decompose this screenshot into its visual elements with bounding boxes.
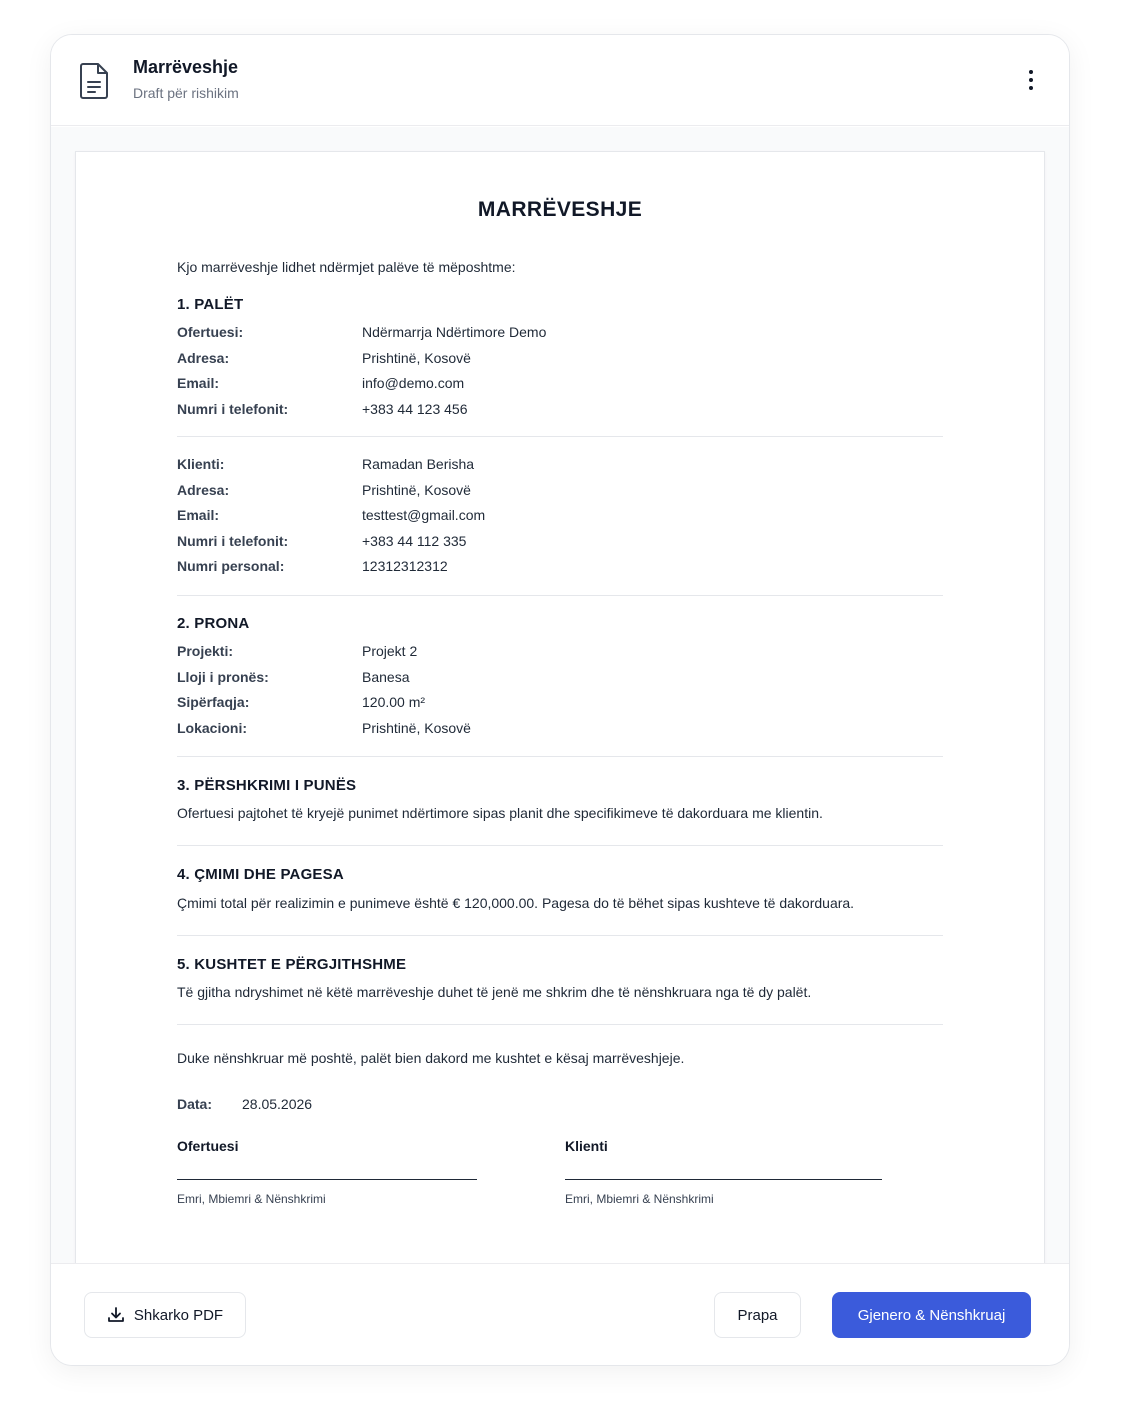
document-icon [80,61,110,99]
field-value: Projekt 2 [362,643,418,659]
field-label: Numri i telefonit: [177,533,289,549]
divider [177,595,943,596]
field-label: Klienti: [177,456,225,472]
divider [177,935,943,936]
closing-statement: Duke nënshkruar më poshtë, palët bien dakord me kushtet e kësaj marrëveshjeje. [177,1050,685,1066]
divider [177,436,943,437]
field-label: Projekti: [177,643,234,659]
generate-sign-button[interactable]: Gjenero & Nënshkruaj [832,1292,1031,1338]
field-label: Numri personal: [177,558,285,574]
property-project-row [177,643,943,663]
offeror-email-row [177,375,943,395]
section-heading-property: 2. PRONA [177,615,250,632]
more-vertical-icon[interactable] [1019,65,1043,95]
divider [177,845,943,846]
date-label: Data: [177,1096,213,1112]
client-phone-row [177,533,943,553]
field-label: Lokacioni: [177,720,248,736]
section-heading-parties: 1. PALËT [177,296,244,313]
date-value: 28.05.2026 [242,1096,313,1112]
property-type-row [177,669,943,689]
field-label: Ofertuesi: [177,324,244,340]
field-value: testtest@gmail.com [362,507,486,523]
back-button[interactable]: Prapa [714,1292,801,1338]
field-value: Prishtinë, Kosovë [362,482,471,498]
document-page [75,151,1045,1311]
field-value: Prishtinë, Kosovë [362,720,471,736]
offeror-signature-line [177,1179,477,1180]
divider [177,756,943,757]
offeror-signature-label: Ofertuesi [177,1138,239,1154]
document-intro: Kjo marrëveshje lidhet ndërmjet palëve të mëposhtme: [177,259,516,275]
field-label: Lloji i pronës: [177,669,269,685]
field-value: Banesa [362,669,410,685]
divider [177,1024,943,1025]
field-value: 12312312312 [362,558,448,574]
client-signature-note: Emri, Mbiemri & Nënshkrimi [565,1192,714,1206]
offeror-address-row [177,350,943,370]
section-heading-price-payment: 4. ÇMIMI DHE PAGESA [177,866,344,883]
section-text: Çmimi total për realizimin e punimeve është € 120,000.00. Pagesa do të bëhet sipas kushteve të dakorduara. [177,895,855,911]
offeror-phone-row [177,401,943,421]
field-label: Numri i telefonit: [177,401,289,417]
client-signature-label: Klienti [565,1138,608,1154]
document-title: MARRËVESHJE [477,198,643,221]
client-address-row [177,482,943,502]
offeror-name-row [177,324,943,344]
client-personal-number-row [177,558,943,578]
section-text: Të gjitha ndryshimet në këtë marrëveshje duhet të jenë me shkrim dhe të nënshkruara nga të dy palët. [177,984,812,1000]
property-location-row [177,720,943,740]
field-value: +383 44 112 335 [362,533,467,549]
field-label: Adresa: [177,350,230,366]
page-title: Marrëveshje [133,57,239,77]
field-value: Ndërmarrja Ndërtimore Demo [362,324,547,340]
page-subtitle: Draft për rishikim [133,85,239,101]
section-heading-general-terms: 5. KUSHTET E PËRGJITHSHME [177,956,407,973]
action-footer [51,1263,1069,1366]
field-label: Adresa: [177,482,230,498]
download-pdf-button[interactable] [84,1292,246,1338]
client-name-row [177,456,943,476]
document-viewer[interactable] [51,127,1069,1263]
agreement-card [50,34,1070,1366]
field-value: +383 44 123 456 [362,401,468,417]
download-icon [107,1306,125,1324]
field-value: Ramadan Berisha [362,456,475,472]
section-heading-work-description: 3. PËRSHKRIMI I PUNËS [177,777,357,794]
client-signature-line [565,1179,882,1180]
field-label: Sipërfaqja: [177,694,250,710]
download-pdf-label: Shkarko PDF [133,1306,224,1324]
field-value: Prishtinë, Kosovë [362,350,471,366]
field-value: 120.00 m² [362,694,426,710]
property-area-row [177,694,943,714]
field-label: Email: [177,375,220,391]
offeror-signature-note: Emri, Mbiemri & Nënshkrimi [177,1192,326,1206]
field-value: info@demo.com [362,375,465,391]
card-header [51,35,1069,126]
section-text: Ofertuesi pajtohet të kryejë punimet ndërtimore sipas planit dhe specifikimeve të dakorduara me klientin. [177,805,823,821]
client-email-row [177,507,943,527]
field-label: Email: [177,507,220,523]
